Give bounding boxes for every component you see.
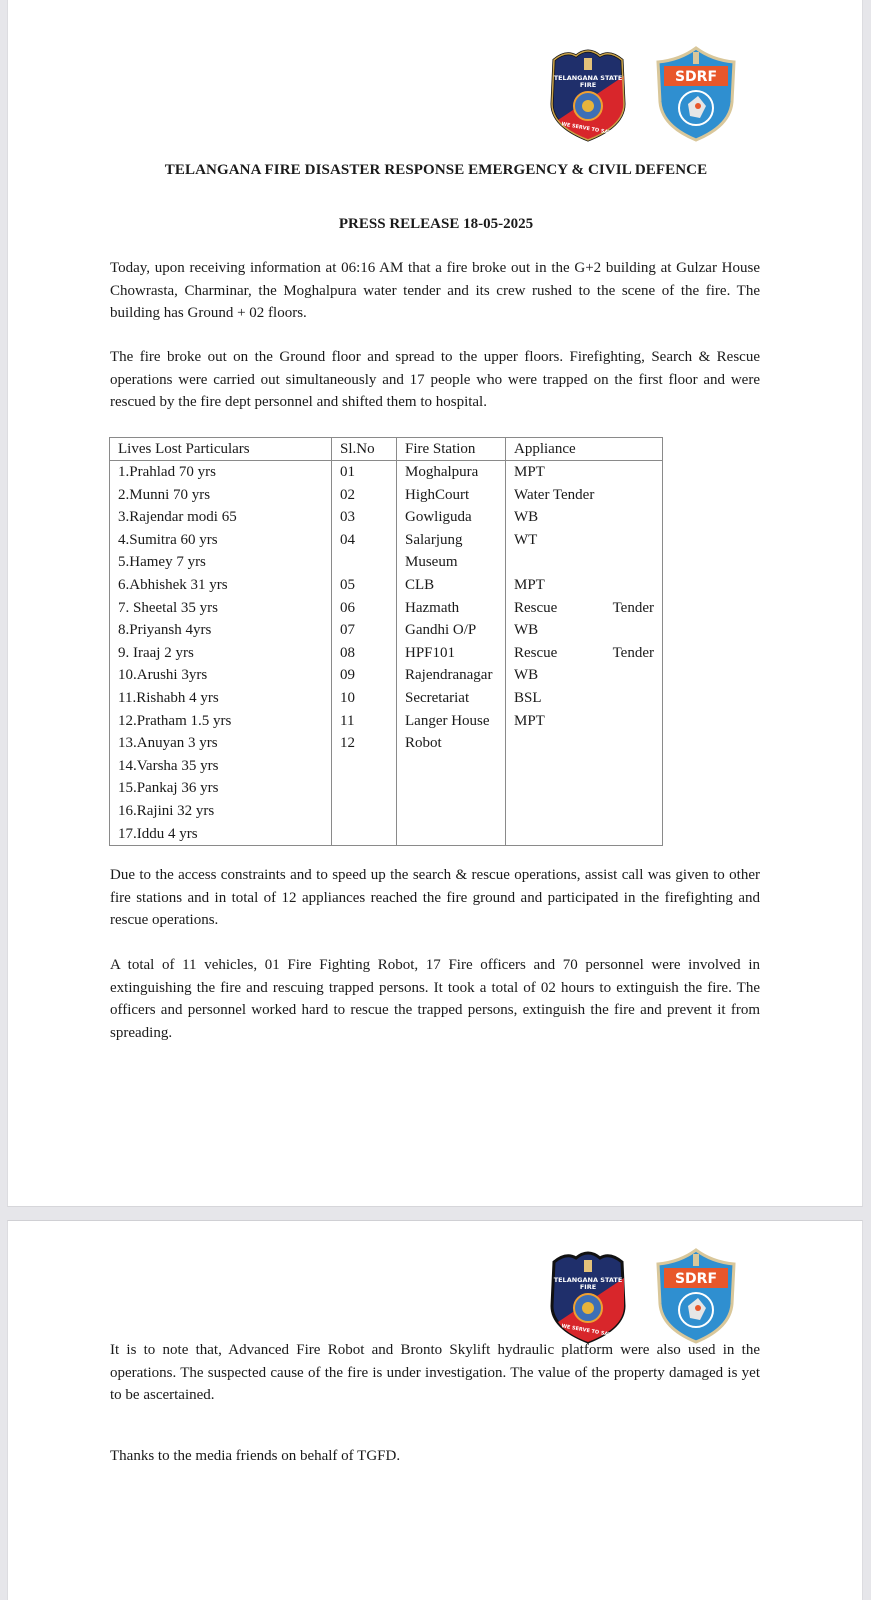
cell-sl-no (332, 484, 397, 507)
cell-life-lost-text: 11.Rishabh 4 yrs (118, 689, 219, 706)
cell-sl-no (332, 687, 397, 710)
table-row (110, 597, 663, 620)
header-lives-lost: Lives Lost Particulars (110, 438, 332, 461)
cell-sl-no (332, 642, 397, 665)
cell-life-lost-text: 1.Prahlad 70 yrs (118, 464, 216, 480)
header-fire-station: Fire Station (397, 438, 506, 461)
cell-fire-station (397, 710, 506, 733)
cell-life-lost (110, 710, 332, 733)
cell-life-lost (110, 597, 332, 620)
cell-fire-station-text: Museum (405, 554, 458, 571)
paragraph-incident: Today, upon receiving information at 06:16 AM that a fire broke out in the G+2 building at Gulzar House Chowrasta, Charminar, the Moghalpura water tender and its crew rushed to the scene of the fire. The building has Ground + 02 floors. (110, 260, 760, 321)
sdrf-logo (654, 1248, 738, 1344)
table-row (110, 484, 663, 507)
cell-fire-station-text: Langer House (405, 712, 490, 729)
paragraph-equipment-note: It is to note that, Advanced Fire Robot and Bronto Skylift hydraulic platform were also used in the operations. The suspected cause of the fire is under investigation. The value of the property damaged is yet to be ascertained. (110, 1342, 760, 1403)
appliance-type-suffix: Tender (612, 644, 654, 661)
cell-appliance-text: WB (514, 509, 539, 526)
cell-appliance-text: MPT (514, 712, 545, 729)
cell-life-lost (110, 506, 332, 529)
cell-fire-station (397, 823, 506, 846)
svg-text:WE SERVE TO SAVE: WE SERVE TO SAVE (560, 121, 616, 137)
sdrf-logo (654, 46, 738, 142)
table-row (110, 529, 663, 552)
cell-appliance (506, 800, 663, 823)
cell-life-lost (110, 574, 332, 597)
cell-fire-station (397, 619, 506, 642)
paragraph-assist-call: Due to the access constraints and to speed up the search & rescue operations, assist call was given to other fire stations and in total of 12 appliances reached the fire ground and participated in the firefighting and rescue operations. (110, 867, 760, 928)
cell-appliance (506, 551, 663, 574)
paragraph-rescue: The fire broke out on the Ground floor and spread to the upper floors. Firefighting, Search & Rescue operations were carried out simultaneously and 17 people who were trapped on the first floor and were rescued by the fire dept personnel and shifted them to hospital. (110, 349, 760, 410)
svg-text:SDRF: SDRF (674, 1271, 718, 1287)
cell-life-lost-text: 7. Sheetal 35 yrs (118, 599, 218, 616)
cell-life-lost (110, 461, 332, 484)
appliance-type: Rescue (514, 599, 558, 616)
cell-life-lost (110, 484, 332, 507)
table-row (110, 619, 663, 642)
cell-fire-station (397, 642, 506, 665)
cell-sl-no-text: 06 (340, 599, 355, 616)
cell-fire-station (397, 529, 506, 552)
cell-appliance (506, 732, 663, 755)
cell-fire-station-text: Rajendranagar (405, 667, 493, 684)
cell-fire-station-text: CLB (405, 576, 435, 593)
cell-life-lost-text: 4.Sumitra 60 yrs (118, 531, 218, 548)
paragraph-thanks: Thanks to the media friends on behalf of TGFD. (110, 1448, 401, 1464)
cell-sl-no (332, 664, 397, 687)
cell-life-lost-text: 16.Rajini 32 yrs (118, 802, 215, 819)
svg-text:FIRE: FIRE (579, 81, 597, 89)
cell-life-lost-text: 2.Munni 70 yrs (118, 486, 211, 503)
cell-fire-station (397, 551, 506, 574)
appliance-type-suffix: Tender (612, 599, 654, 616)
document-page-2 (7, 1220, 863, 1600)
table-row (110, 777, 663, 800)
cell-life-lost-text: 13.Anuyan 3 yrs (118, 735, 218, 752)
cell-appliance (506, 642, 663, 665)
cell-life-lost (110, 777, 332, 800)
table-header-row (110, 438, 663, 461)
organization-title: TELANGANA FIRE DISASTER RESPONSE EMERGENCY & CIVIL DEFENCE (164, 162, 708, 178)
cell-life-lost (110, 823, 332, 846)
cell-sl-no (332, 619, 397, 642)
cell-fire-station-text: HighCourt (405, 486, 470, 503)
cell-life-lost-text: 5.Hamey 7 yrs (118, 554, 206, 571)
cell-sl-no (332, 529, 397, 552)
cell-appliance (506, 574, 663, 597)
cell-appliance (506, 484, 663, 507)
cell-life-lost (110, 755, 332, 778)
cell-life-lost-text: 12.Pratham 1.5 yrs (118, 712, 232, 729)
cell-life-lost-text: 10.Arushi 3yrs (118, 667, 208, 684)
cell-sl-no-text: 08 (340, 644, 355, 661)
cell-appliance-text: Water Tender (514, 486, 595, 503)
cell-fire-station (397, 597, 506, 620)
svg-text:FIRE: FIRE (579, 1283, 597, 1291)
cell-appliance-text: MPT (514, 464, 545, 480)
table-row (110, 506, 663, 529)
cell-sl-no (332, 710, 397, 733)
cell-sl-no-text: 02 (340, 486, 355, 503)
cell-life-lost-text: 9. Iraaj 2 yrs (118, 644, 194, 661)
cell-sl-no (332, 506, 397, 529)
cell-appliance-text: WB (514, 622, 539, 639)
lives-lost-table (109, 437, 663, 846)
table-row (110, 823, 663, 846)
cell-sl-no-text: 07 (340, 622, 355, 639)
cell-appliance-text: WT (514, 531, 538, 548)
cell-sl-no (332, 800, 397, 823)
table-row (110, 574, 663, 597)
cell-appliance-text: BSL (514, 689, 542, 706)
table-row (110, 642, 663, 665)
cell-sl-no-text: 10 (340, 689, 355, 706)
cell-life-lost (110, 619, 332, 642)
cell-sl-no-text: 11 (340, 712, 355, 729)
cell-fire-station (397, 755, 506, 778)
table-row (110, 710, 663, 733)
table-row (110, 551, 663, 574)
cell-fire-station-text: Moghalpura (405, 464, 479, 480)
cell-sl-no (332, 461, 397, 484)
cell-fire-station (397, 506, 506, 529)
cell-sl-no (332, 732, 397, 755)
cell-fire-station-text: Gowliguda (405, 509, 472, 526)
cell-fire-station (397, 800, 506, 823)
cell-appliance (506, 777, 663, 800)
cell-appliance (506, 687, 663, 710)
cell-fire-station-text: Secretariat (405, 689, 470, 706)
cell-fire-station-text: HPF101 (405, 644, 456, 661)
cell-life-lost (110, 664, 332, 687)
cell-appliance (506, 506, 663, 529)
cell-life-lost-text: 14.Varsha 35 yrs (118, 757, 219, 774)
table-row (110, 687, 663, 710)
cell-fire-station (397, 484, 506, 507)
cell-life-lost (110, 529, 332, 552)
cell-fire-station (397, 732, 506, 755)
header-logos (546, 46, 738, 142)
cell-fire-station (397, 461, 506, 484)
cell-sl-no-text: 03 (340, 509, 355, 526)
cell-sl-no (332, 823, 397, 846)
cell-appliance (506, 529, 663, 552)
svg-text:TELANGANA STATE: TELANGANA STATE (553, 1276, 623, 1284)
cell-life-lost-text: 8.Priyansh 4yrs (118, 622, 212, 639)
cell-appliance (506, 755, 663, 778)
cell-life-lost-text: 15.Pankaj 36 yrs (118, 780, 219, 797)
cell-fire-station (397, 687, 506, 710)
cell-life-lost-text: 17.Iddu 4 yrs (118, 825, 198, 842)
cell-fire-station-text: Hazmath (405, 599, 460, 616)
cell-appliance (506, 597, 663, 620)
cell-life-lost (110, 687, 332, 710)
cell-fire-station-text: Robot (405, 735, 442, 752)
cell-sl-no (332, 777, 397, 800)
cell-life-lost (110, 732, 332, 755)
press-release-title: PRESS RELEASE 18-05-2025 (338, 216, 534, 232)
table-row (110, 461, 663, 484)
cell-appliance (506, 823, 663, 846)
cell-appliance (506, 664, 663, 687)
cell-sl-no (332, 574, 397, 597)
cell-life-lost-text: 3.Rajendar modi 65 (118, 509, 237, 526)
cell-life-lost (110, 642, 332, 665)
appliance-type: Rescue (514, 644, 558, 661)
cell-sl-no-text: 04 (340, 531, 355, 548)
header-logos (546, 1248, 738, 1344)
cell-sl-no (332, 551, 397, 574)
cell-fire-station (397, 574, 506, 597)
cell-sl-no-text: 01 (340, 464, 355, 480)
telangana-fire-logo (546, 1248, 630, 1344)
cell-appliance (506, 461, 663, 484)
telangana-fire-logo (546, 46, 630, 142)
header-sl-no: Sl.No (332, 438, 397, 461)
cell-sl-no (332, 597, 397, 620)
table-row (110, 732, 663, 755)
cell-appliance-text: WB (514, 667, 539, 684)
table-row (110, 800, 663, 823)
cell-sl-no (332, 755, 397, 778)
cell-appliance (506, 710, 663, 733)
svg-text:TELANGANA STATE: TELANGANA STATE (553, 74, 623, 82)
cell-fire-station (397, 664, 506, 687)
table-row (110, 664, 663, 687)
cell-life-lost (110, 800, 332, 823)
cell-fire-station (397, 777, 506, 800)
cell-fire-station-text: Gandhi O/P (405, 622, 477, 639)
cell-appliance (506, 619, 663, 642)
svg-text:SDRF: SDRF (674, 69, 718, 85)
cell-appliance-text: MPT (514, 576, 545, 593)
cell-life-lost (110, 551, 332, 574)
cell-sl-no-text: 12 (340, 735, 355, 752)
paragraph-resources: A total of 11 vehicles, 01 Fire Fighting Robot, 17 Fire officers and 70 personnel were involved in extinguishing the fire and rescuing trapped persons. It took a total of 02 hours to extinguish the fire. The officers and personnel worked hard to rescue the trapped persons, extinguish the fire and prevent it from spreading. (110, 957, 760, 1041)
table-row (110, 755, 663, 778)
header-appliance: Appliance (506, 438, 663, 461)
document-page-1 (7, 0, 863, 1207)
cell-sl-no-text: 05 (340, 576, 355, 593)
cell-sl-no-text: 09 (340, 667, 355, 684)
cell-life-lost-text: 6.Abhishek 31 yrs (118, 576, 228, 593)
svg-text:WE SERVE TO SAVE: WE SERVE TO SAVE (560, 1323, 616, 1339)
cell-fire-station-text: Salarjung (405, 531, 463, 548)
